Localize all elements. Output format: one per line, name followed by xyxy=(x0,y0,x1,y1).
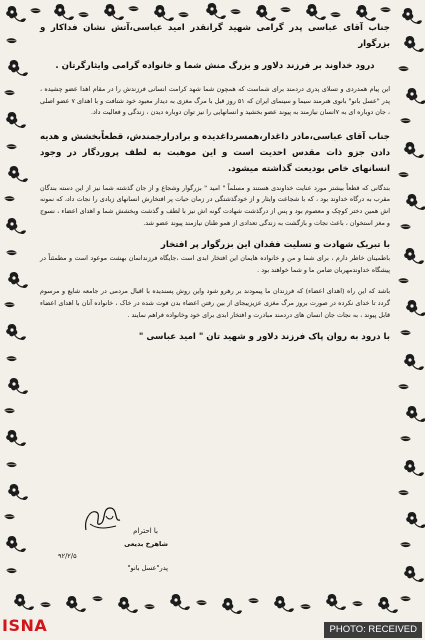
signature-block xyxy=(58,524,168,574)
letter-heading-2: جناب آقای عباسی،مادر داغدار،همسرداغدیده و برادرارجمندش، قطعاًبخشش و هدیه دادن جزو ذات مقدس احدیت است و این موهبت به لطف پروردگار در وجود انسانهای خاص بودیعت گذاشته میشود. xyxy=(40,131,390,174)
letter-paragraph-1: این پیام همدردی و تسلای پدری دردمند برای شماست که همچون شما شهد کرامت انسانی فرزندش را در مقام اهدا عضو چشیده ، پدر "عسل بانو" بانوی هنرمند سیما و سینمای ایران که ۵۱ روز قبل با مرگ مغزی به دیدار معبود خود شتافت و با اهدای ۷ عضو اصلی ، جان دوباره ای به ۷انسان نیازمند به پیوند عضو بخشید و انسانهایی را نیز توان دوباره دیدن ، زندگی و فعالیت داد. xyxy=(40,85,391,117)
letter-paragraph-3: باطمینان خاطر دارم ، برای شما و من و خانواده هایمان این افتخار ابدی است ،جایگاه فرزندانمان بهشت موعود است و مطمئناً در پیشگاه خداوندمهربان ضامن ما و شما خواهند بود . xyxy=(40,254,390,274)
isna-logo xyxy=(2,616,47,635)
signature-name: شاهرخ بدیعی xyxy=(124,540,168,548)
signature-title: پدر"عسل بانو" xyxy=(127,564,168,572)
signature-date: ۹۲/۲/۵ xyxy=(58,552,77,560)
letter-closing-line: با درود به روان پاک فرزند دلاور و شهید تان " امید عباسی " xyxy=(138,332,390,343)
letter-header-line-1: جناب آقای عباسی پدر گرامی شهید گرانقدر امید عباسی،آتش نشان فداکار و بزرگوار xyxy=(40,23,390,49)
letter-header-line-2: درود خداوند بر فرزند دلاور و بزرگ منش شما و خانواده گرامی وایثارگرتان . xyxy=(55,61,375,71)
letter-heading-3: با تبریک شهادت و تسلیت فقدان این بزرگوار پر افتخار xyxy=(160,240,390,251)
signature-salutation: با احترام xyxy=(133,527,158,535)
isna-logo-text: ISNA xyxy=(2,616,48,635)
photo-credit: PHOTO: RECEIVED xyxy=(324,622,422,638)
letter-paragraph-4: باشد که این راه (اهدای اعضاء) که فرزندان ما پیمودند بر رهرو شود واین روش پسندیده با اقبال مردمی در جامعه شایع و مرسوم گردد تا خدای نکرده در صورت بروز مرگ مغزی عزیزیبجای از بین رفتن اعضاء بدن فوت شده در خاک ، خانواده آنان با اهدای اعضاء قابل پیوند ، به نجات جان انسان های دردمند مبادرت و افتخار ابدی برای خود وخانواده فراهم نمایند . xyxy=(40,287,390,319)
letter-paragraph-2: بندگانی که قطعاً بیشتر مورد عنایت خداوندی هستند و مسلماً " امید " بزرگوار وشجاع و از جان گذشته شما نیز از این دسته بندگان مقرب به درگاه خداوند بود ، که با شجاعت وایثار و از خودگذشتگی در زمان حیات پر افتخارش انسانهای زیادی را نجات داد، که نمونه اش همین دختر کوچک و معصوم بود و پس از درگذشت شهادت گونه اش نیز با لطف و گذشت وبخشش شما و اهدای اعضاء ، نسوج و مغز استخوان ، باعث نجات و بازگشت به زندگی تعدادی از همو طنان نیازمند پیوند عضو شد. xyxy=(40,183,390,227)
